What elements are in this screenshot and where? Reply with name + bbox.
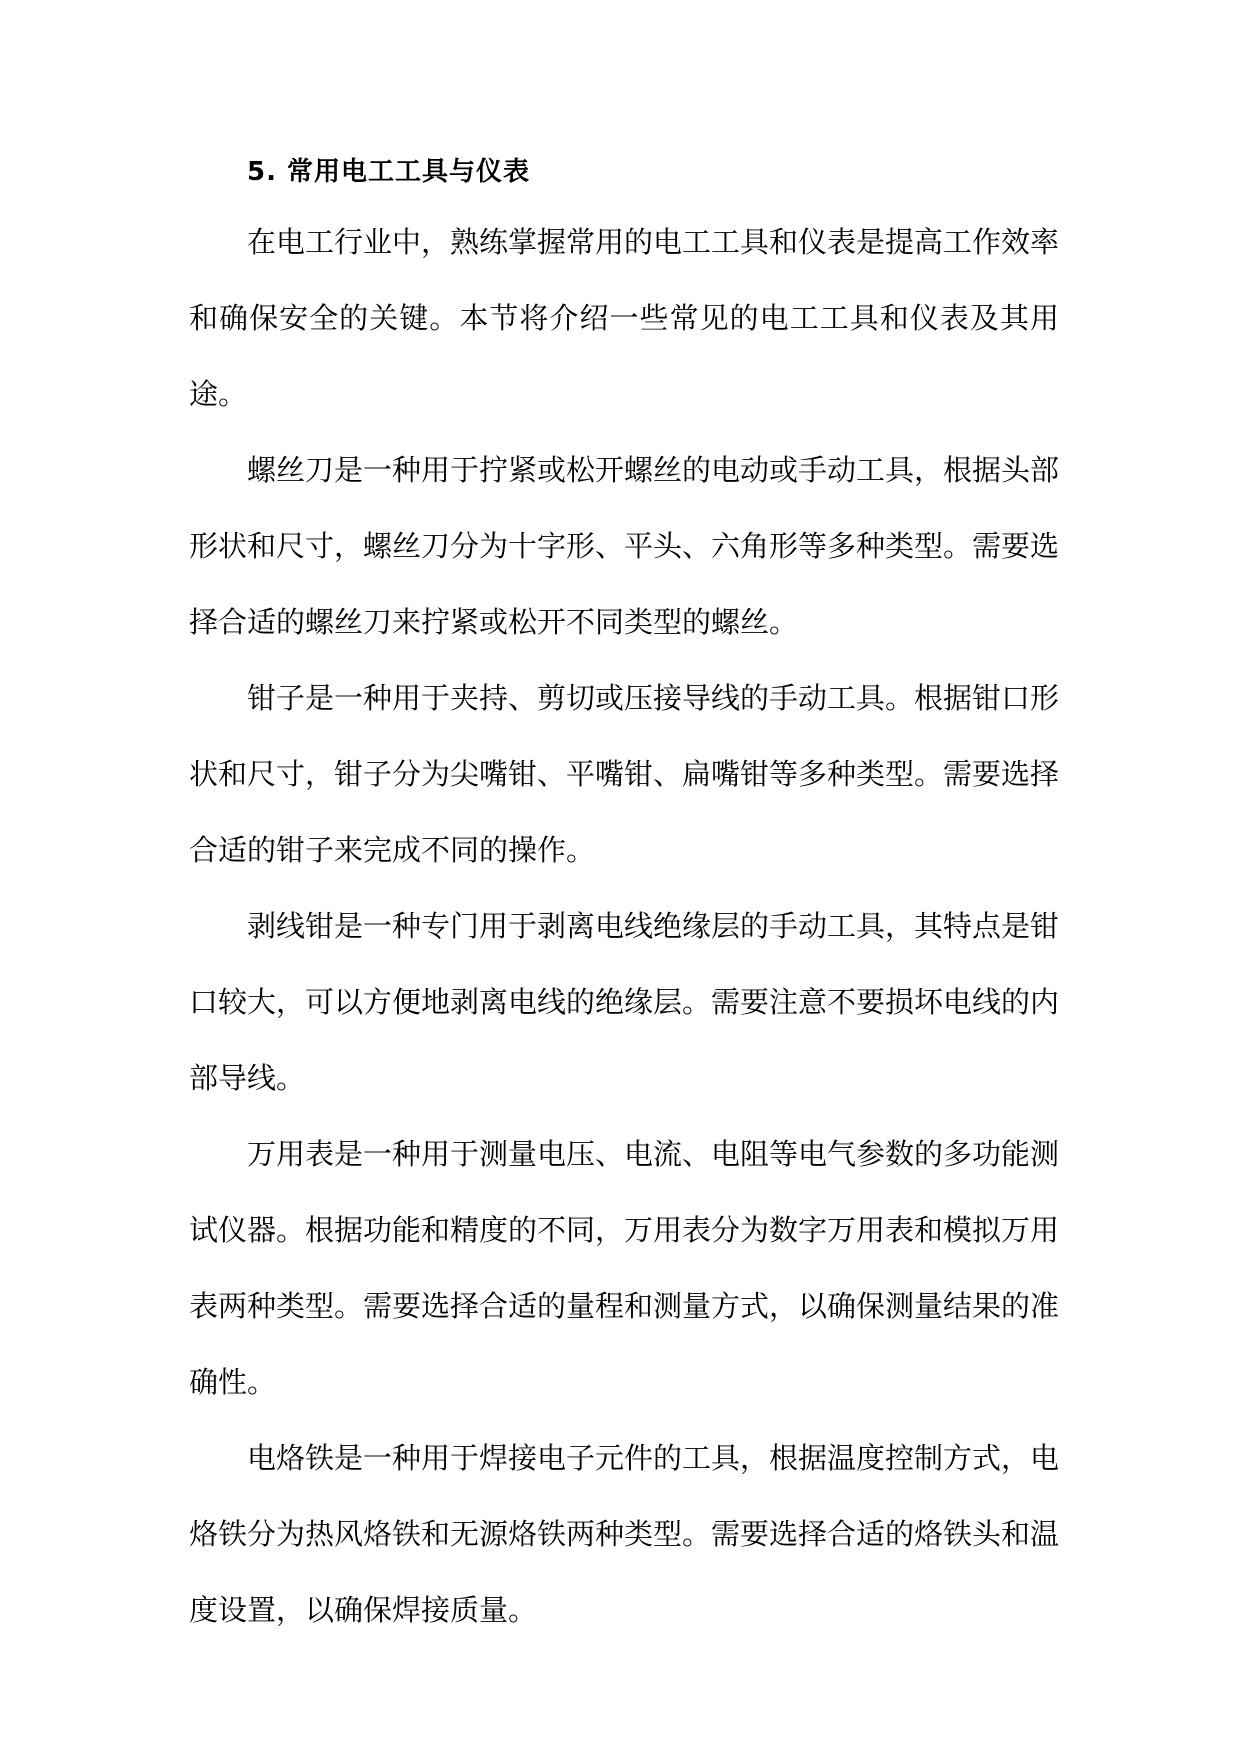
paragraph-screwdriver: 螺丝刀是一种用于拧紧或松开螺丝的电动或手动工具，根据头部形状和尺寸，螺丝刀分为十字形、平头、六角形等多种类型。需要选择合适的螺丝刀来拧紧或松开不同类型的螺丝。 — [189, 453, 1060, 639]
paragraph-wire-stripper: 剥线钳是一种专门用于剥离电线绝缘层的手动工具，其特点是钳口较大，可以方便地剥离电线的绝缘层。需要注意不要损坏电线的内部导线。 — [189, 909, 1060, 1095]
paragraph-pliers: 钳子是一种用于夹持、剪切或压接导线的手动工具。根据钳口形状和尺寸，钳子分为尖嘴钳、平嘴钳、扁嘴钳等多种类型。需要选择合适的钳子来完成不同的操作。 — [189, 681, 1060, 867]
paragraph-soldering-iron: 电烙铁是一种用于焊接电子元件的工具，根据温度控制方式，电烙铁分为热风烙铁和无源烙铁两种类型。需要选择合适的烙铁头和温度设置，以确保焊接质量。 — [189, 1441, 1060, 1627]
document-body — [189, 140, 1059, 1648]
section-heading: 5. 常用电工工具与仪表 — [247, 157, 531, 187]
paragraph-multimeter: 万用表是一种用于测量电压、电流、电阻等电气参数的多功能测试仪器。根据功能和精度的不同，万用表分为数字万用表和模拟万用表两种类型。需要选择合适的量程和测量方式，以确保测量结果的准确性。 — [189, 1137, 1060, 1399]
paragraph-intro: 在电工行业中，熟练掌握常用的电工工具和仪表是提高工作效率和确保安全的关键。本节将介绍一些常见的电工工具和仪表及其用途。 — [189, 225, 1060, 411]
